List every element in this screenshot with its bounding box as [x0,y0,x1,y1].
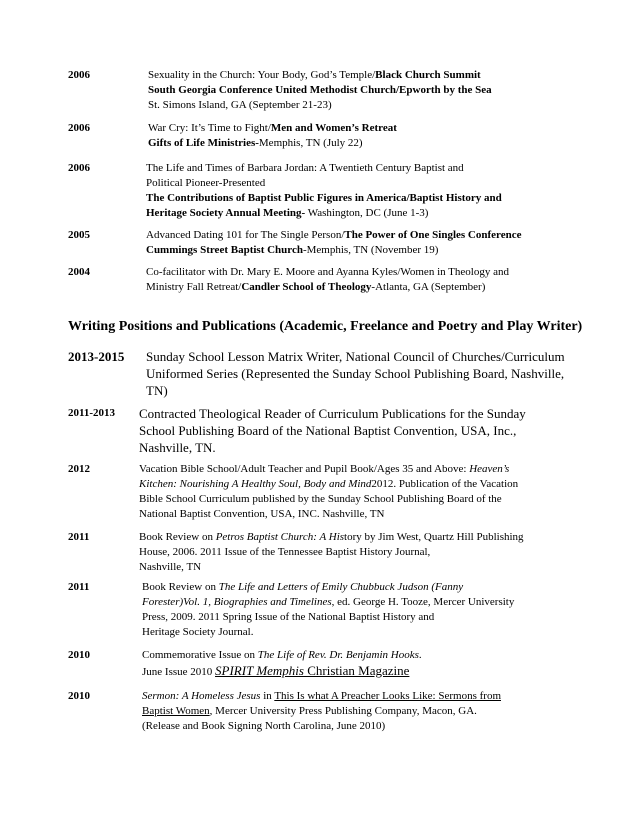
text-run: Uniformed Series (Represented the Sunday School Publishing Board, Nashville, [146,366,565,381]
entry-description [146,265,509,295]
description-line [148,83,492,98]
text-run: Sexuality in the Church: Your Body, God’s Temple/ [148,69,376,81]
description-line [146,243,521,258]
text-run: Kitchen: Nourishing A Healthy Soul, Body and Mind [139,478,372,490]
text-run: Contracted Theological Reader of Curriculum Publications for the Sunday [139,406,526,421]
text-run: Heaven’s [469,463,510,475]
description-line [148,136,397,151]
entry-year: 2013-2015 [68,349,125,364]
description-line [148,68,492,83]
text-run: The Life and Letters of Emily Chubbuck Judson (Fanny [218,581,464,593]
description-line [139,530,524,545]
text-run: National Baptist Convention, USA, INC. Nashville, TN [139,508,385,520]
description-line [142,648,422,663]
text-run: Ministry Fall Retreat/ [146,281,242,293]
description-line [146,191,502,206]
description-line [139,545,524,560]
text-run: Book Review on [142,581,219,593]
text-run: TN) [146,383,168,398]
text-run: War Cry: It’s Time to Fight/ [148,122,271,134]
description-line [146,176,502,191]
description-line [139,422,526,439]
entry-year: 2011-2013 [68,407,116,419]
text-run: Christian Magazine [303,663,410,678]
text-run: Cummings Street Baptist Church [146,244,303,256]
description-line [142,610,514,625]
entry-year: 2005 [68,229,90,241]
text-run: -Atlanta, GA (September) [371,281,486,293]
entry-description [139,405,526,456]
entry-year: 2006 [68,162,90,174]
entry-year: 2006 [68,122,90,134]
entry-year: 2004 [68,266,90,278]
description-line [139,477,518,492]
entry-year: 2012 [68,463,90,475]
text-run: -Memphis, TN (November 19) [302,244,439,256]
section-heading: Writing Positions and Publications (Academic, Freelance and Poetry and Play Writer) [68,319,583,334]
text-run: Advanced Dating 101 for The Single Person/ [146,229,345,241]
entry-description [142,689,501,734]
text-run: tory by Jim West, Quartz Hill Publishing [344,531,524,543]
description-line [139,560,524,575]
text-run: . [418,649,422,661]
entry-description [146,348,565,399]
text-run: Gifts of Life Ministries- [148,137,259,149]
description-line [148,121,397,136]
text-run: Nashville, TN. [139,440,216,455]
description-line [142,625,514,640]
text-run: Black Church Summit [375,69,481,81]
text-run: The Life of Rev. Dr. Benjamin Hooks [257,649,419,661]
description-line [142,704,501,719]
text-run: 2012. Publication of the Vacation [371,478,519,490]
text-run: The Power of One Singles Conference [344,229,522,241]
entry-description [146,161,502,221]
text-run: Petros Baptist Church: A His [215,531,345,543]
entry-description [148,68,492,113]
text-run: Memphis, TN (July 22) [258,137,363,149]
text-run: , Mercer University Press Publishing Company, Macon, GA. [209,705,477,717]
description-line [142,689,501,704]
text-run: in [260,690,275,702]
description-line [146,280,509,295]
text-run: Baptist Women [142,705,210,717]
description-line [139,492,518,507]
text-run: (Release and Book Signing North Carolina, June 2010) [142,720,386,732]
entry-description [139,530,524,575]
text-run: Men and Women’s Retreat [270,122,397,134]
description-line [142,719,501,734]
text-run: Commemorative Issue on [142,649,258,661]
description-line [142,595,514,610]
description-line [139,405,526,422]
entry-year: 2011 [68,581,90,593]
text-run: The Contributions of Baptist Public Figures in America/Baptist History and [146,192,502,204]
text-run: St. Simons Island, GA (September 21-23) [148,99,332,111]
text-run: Nashville, TN [139,561,202,573]
text-run: This Is what A Preacher Looks Like: Sermons from [274,690,501,702]
description-line [148,98,492,113]
text-run: Sermon: A Homeless Jesus [142,690,261,702]
description-line [146,228,521,243]
description-line [142,580,514,595]
description-line [146,206,502,221]
text-run: Heritage Society Annual Meeting- [146,207,306,219]
text-run: Political Pioneer-Presented [146,177,266,189]
description-line [146,161,502,176]
description-line [139,507,518,522]
entry-description [148,121,397,151]
entry-year: 2010 [68,649,90,661]
text-run: House, 2006. 2011 Issue of the Tennessee Baptist History Journal, [139,546,431,558]
description-line [146,365,565,382]
entry-description [146,228,521,258]
text-run: Forester)Vol. 1, Biographies and Timelines [142,596,332,608]
text-run: Candler School of Theology [241,281,372,293]
entry-description [139,462,518,522]
text-run: June Issue 2010 [142,666,216,678]
text-run: Press, 2009. 2011 Spring Issue of the National Baptist History and [142,611,435,623]
description-line [139,439,526,456]
description-line [146,348,565,365]
text-run: Washington, DC (June 1-3) [305,207,429,219]
text-run: School Publishing Board of the National Baptist Convention, USA, Inc., [139,423,517,438]
text-run: , ed. George H. Tooze, Mercer University [331,596,515,608]
description-line [146,265,509,280]
text-run: SPIRIT Memphis [215,663,304,678]
description-line [146,382,565,399]
entry-year: 2010 [68,690,90,702]
text-run: Co-facilitator with Dr. Mary E. Moore and Ayanna Kyles/Women in Theology and [146,266,509,278]
text-run: Bible School Curriculum published by the Sunday School Publishing Board of the [139,493,502,505]
text-run: Sunday School Lesson Matrix Writer, National Council of Churches/Curriculum [146,349,565,364]
entry-description [142,580,514,640]
text-run: Vacation Bible School/Adult Teacher and Pupil Book/Ages 35 and Above: [139,463,470,475]
entry-description [142,648,422,680]
text-run: Heritage Society Journal. [142,626,254,638]
description-line [142,663,422,680]
entry-year: 2011 [68,531,90,543]
text-run: The Life and Times of Barbara Jordan: A Twentieth Century Baptist and [146,162,464,174]
description-line [139,462,518,477]
text-run: Book Review on [139,531,216,543]
text-run: South Georgia Conference United Methodist Church/Epworth by the Sea [148,84,492,96]
entry-year: 2006 [68,69,90,81]
